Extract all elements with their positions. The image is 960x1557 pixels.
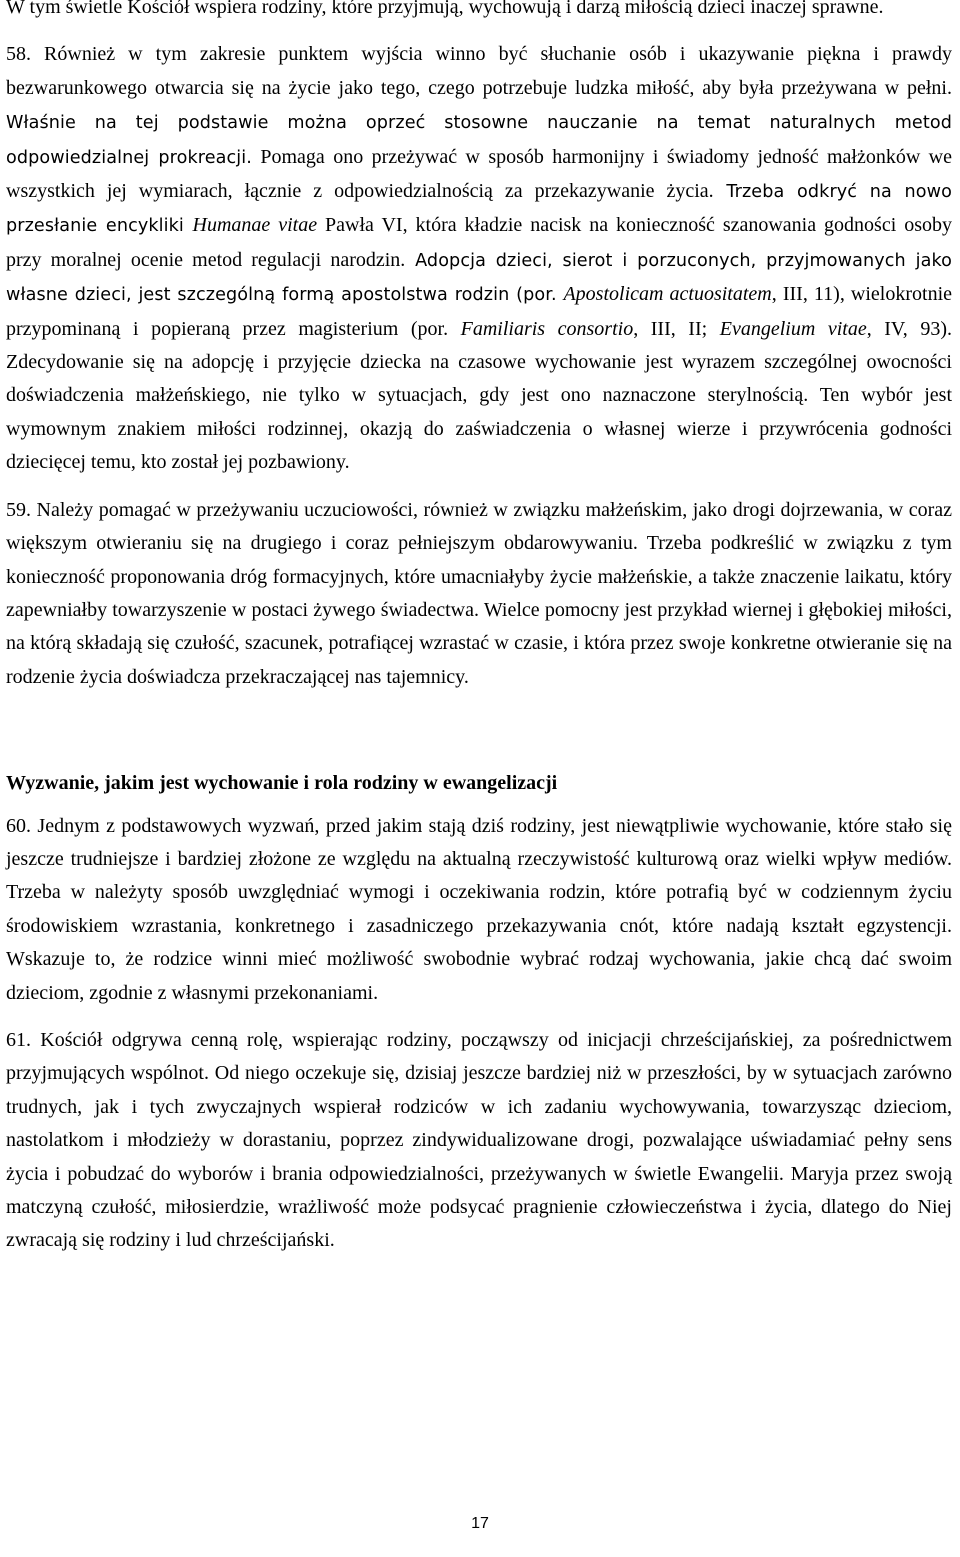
paragraph-59: 59. Należy pomagać w przeżywaniu uczuciowości, również w związku małżeńskim, jako drogi dojrzewania, w coraz większym otwieraniu się na drugiego i coraz pełniejszym obdarowywaniu. Trzeba podkreślić w związku z tym konieczność proponowania dróg formacyjnych, które umacniałyby życie małżeńskie, a także znaczenie laikatu, który zapewniałby towarzyszenie w postaci żywego świadectwa. Wielce pomocny jest przykład wiernej i głębokiej miłości, na którą składają się czułość, szacunek, potrafiącej wzrastać w czasie, i która przez swoje konkretne otwieranie się na rodzenie życia doświadcza przekraczającej nas tajemnicy. — [6, 498, 952, 688]
citation-apostolicam-actuositatem: Apostolicam actuositatem — [563, 283, 772, 306]
paragraph-58-part-g: Adopcja dzieci, sierot i porzuconych, przyjmowanych jako własne dzieci, jest szczególną formą apostolstwa rodzin (por. — [6, 250, 953, 306]
paragraph-58-part-a: 58. Również w tym zakresie punktem wyjścia winno być słuchanie osób i ukazywanie piękna i prawdy bezwarunkowego otwarcia się na życie jako tego, czego potrzebuje ludzka miłość, aby była przeżywana w pełni. — [6, 43, 952, 99]
paragraph-58-part-k: , III, II; — [633, 317, 720, 340]
paragraph-58-part-c: Pomaga ono przeżywać w sposób harmonijny i świadomy jedność małżonków we wszystkich jej wymiarach, łącznie z odpowiedzialnością za przekazywanie życia. — [6, 145, 953, 203]
paragraph-58-part-d: Trzeba odkryć na nowo przesłanie encykliki — [6, 182, 952, 237]
paragraph-58-part-i: , III, 11), wielokrotnie przypominaną i popieraną przez magisterium (por. — [6, 283, 953, 340]
page-number: 17 — [471, 1515, 489, 1532]
section-heading: Wyzwanie, jakim jest wychowanie i rola rodziny w ewangelizacji — [6, 772, 558, 795]
citation-humanae-vitae: Humanae vitae — [192, 214, 318, 237]
paragraph-58-part-b: Właśnie na tej podstawie można oprzeć stosowne nauczanie na temat naturalnych metod odpowiedzialnej prokreacji. — [6, 113, 952, 168]
paragraph-58-part-f: Pawła VI, która kładzie nacisk na konieczność szanowania godności osoby przy moralnej ocenie metod regulacji narodzin. — [6, 214, 952, 271]
paragraph-58 — [6, 38, 952, 479]
paragraph-intro: W tym świetle Kościół wspiera rodziny, które przyjmują, wychowują i darzą miłością dzieci inaczej sprawne. — [6, 0, 884, 18]
paragraph-58-part-m: , IV, 93). Zdecydowanie się na adopcję i przyjęcie dziecka na czasowe wychowanie jest wyrazem szczególnej owocności doświadczenia małżeńskiego, nie tylko w sytuacjach, gdy jest ono naznaczone sterylnością. Ten wybór jest wymownym znakiem miłości rodzinnej, okazją do zaświadczenia o własnej wierze i przywrócenia godności dziecięcej temu, kto został jej pozbawiony. — [6, 317, 953, 474]
citation-evangelium-vitae: Evangelium vitae — [719, 317, 867, 340]
paragraph-60: 60. Jednym z podstawowych wyzwań, przed jakim stają dziś rodziny, jest niewątpliwie wychowanie, które stało się jeszcze trudniejsze i bardziej złożone ze względu na aktualną rzeczywistość kulturową oraz wielki wpływ mediów. Trzeba w należyty sposób uwzględniać wymogi i oczekiwania rodzin, które potrafią być w codziennym życiu środowiskiem wzrastania, konkretnego i zasadniczego przekazywania cnót, które nadają kształt egzystencji. Wskazuje to, że rodzice winni mieć możliwość swobodnie wybrać rodzaj wychowania, jakie chcą dać swoim dzieciom, zgodnie z własnymi przekonaniami. — [6, 814, 952, 1004]
citation-familiaris-consortio: Familiaris consortio — [460, 317, 634, 340]
paragraph-61: 61. Kościół odgrywa cenną rolę, wspierając rodziny, począwszy od inicjacji chrześcijańskiej, za pośrednictwem przyjmujących wspólnot. Od niego oczekuje się, dzisiaj jeszcze bardziej niż w przeszłości, by w sytuacjach zarówno trudnych, jak i tych zwyczajnych wspierał rodziców w ich zadaniu wychowywania, towarzysząc dzieciom, nastolatkom i młodzieży w dorastaniu, poprzez zindywidualizowane drogi, pozwalające uświadamiać pełny sens życia i pobudzać do wyborów i brania odpowiedzialności, przeżywanych w świetle Ewangelii. Maryja przez swoją matczyną czułość, miłosierdzie, wrażliwość może podsycać pragnienie człowieczeństwa i życia, dlatego do Niej zwracają się rodziny i lud chrześcijański. — [6, 1028, 952, 1252]
